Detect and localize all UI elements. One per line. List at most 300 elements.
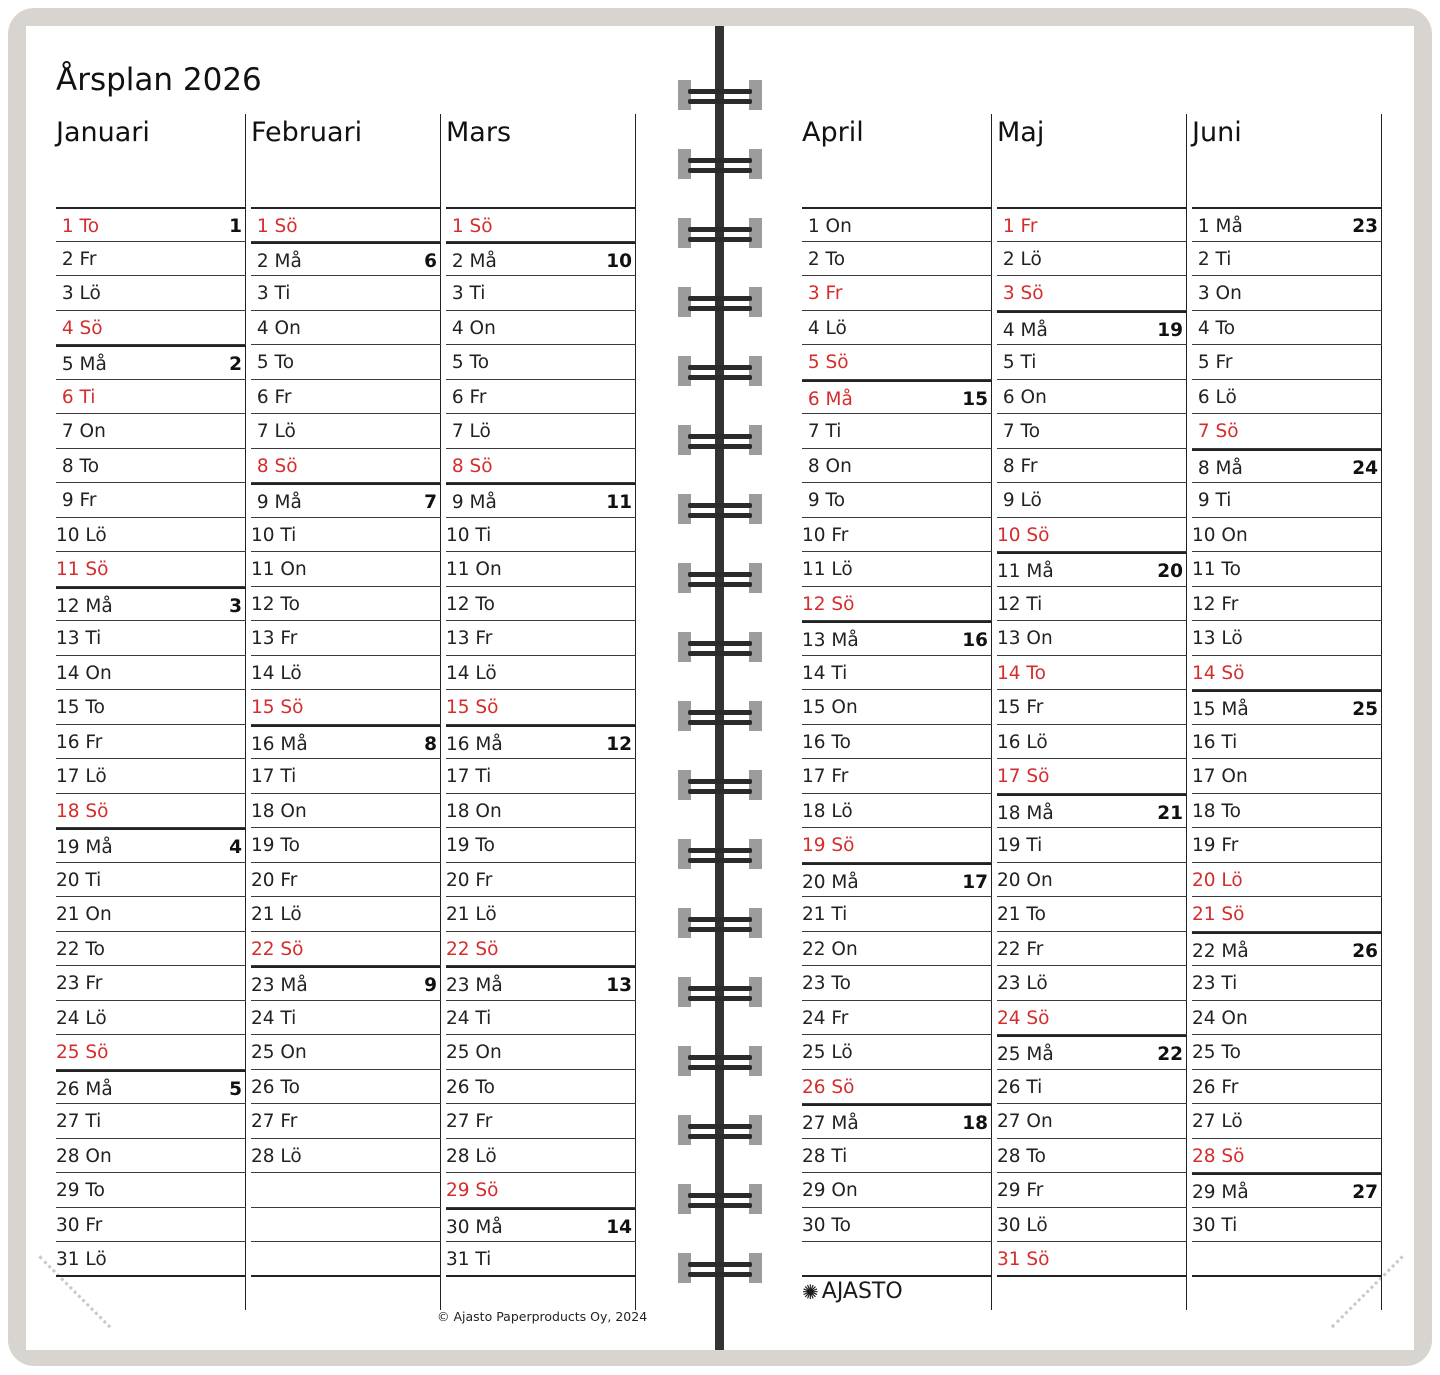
day-row[interactable]	[1192, 345, 1382, 380]
day-row[interactable]	[1192, 1070, 1382, 1105]
day-row[interactable]	[56, 828, 246, 863]
day-row[interactable]	[56, 897, 246, 932]
day-row[interactable]	[997, 552, 1187, 587]
day-label: 30 Må	[446, 1216, 503, 1238]
day-label: 16 Lö	[997, 731, 1048, 753]
day-row[interactable]	[997, 1104, 1187, 1139]
day-row[interactable]	[251, 863, 441, 898]
day-row[interactable]	[1192, 242, 1382, 277]
week-number: 11	[606, 492, 632, 513]
day-row[interactable]	[1192, 587, 1382, 622]
day-label: 22 Sö	[446, 938, 499, 960]
day-label: 3 On	[1192, 283, 1242, 304]
day-row[interactable]	[802, 621, 992, 656]
day-row[interactable]	[802, 794, 992, 829]
day-row[interactable]	[251, 1001, 441, 1036]
day-row[interactable]	[1192, 552, 1382, 587]
day-label: 7 To	[997, 421, 1041, 442]
day-row[interactable]	[251, 1208, 441, 1243]
day-row[interactable]	[56, 1070, 246, 1105]
day-row[interactable]	[56, 1001, 246, 1036]
day-row[interactable]	[251, 483, 441, 518]
ring-tab	[749, 770, 762, 800]
day-row[interactable]	[446, 1173, 636, 1208]
ring-wire	[688, 641, 752, 646]
day-row[interactable]	[802, 1139, 992, 1174]
day-row[interactable]	[1192, 863, 1382, 898]
day-row[interactable]	[802, 207, 992, 242]
day-label: 1 Fr	[997, 216, 1038, 237]
day-row[interactable]	[1192, 828, 1382, 863]
week-number: 4	[229, 837, 242, 858]
day-row[interactable]	[251, 207, 441, 242]
day-label: 10 Fr	[802, 524, 849, 546]
binding-ring	[678, 1184, 762, 1214]
day-row[interactable]	[446, 932, 636, 967]
day-label: 1 To	[56, 216, 100, 237]
day-label: 31 Sö	[997, 1249, 1050, 1270]
day-label: 21 Ti	[802, 904, 848, 925]
day-label: 17 Fr	[802, 766, 849, 787]
day-label: 15 On	[802, 697, 858, 718]
day-row[interactable]	[56, 311, 246, 346]
day-row[interactable]	[802, 1242, 992, 1277]
day-label: 10 Lö	[56, 524, 107, 546]
day-row[interactable]	[446, 311, 636, 346]
day-row[interactable]	[446, 242, 636, 277]
ring-wire	[688, 306, 752, 311]
ring-tab	[749, 1115, 762, 1145]
day-row[interactable]	[446, 1001, 636, 1036]
day-row[interactable]	[446, 345, 636, 380]
day-row[interactable]	[446, 587, 636, 622]
day-row[interactable]	[56, 932, 246, 967]
day-row[interactable]	[56, 966, 246, 1001]
day-row[interactable]	[997, 587, 1187, 622]
day-row[interactable]	[56, 587, 246, 622]
day-row[interactable]	[56, 863, 246, 898]
day-row[interactable]	[997, 863, 1187, 898]
day-row[interactable]	[1192, 1035, 1382, 1070]
day-row[interactable]	[251, 932, 441, 967]
day-row[interactable]	[997, 828, 1187, 863]
day-row[interactable]	[997, 345, 1187, 380]
day-row[interactable]	[802, 380, 992, 415]
day-label: 28 Sö	[1192, 1145, 1245, 1167]
week-number: 13	[606, 975, 632, 996]
day-label: 28 On	[56, 1145, 112, 1167]
week-number: 15	[962, 388, 988, 410]
ring-tab	[749, 80, 762, 110]
day-row[interactable]	[56, 1208, 246, 1243]
week-number: 8	[424, 733, 437, 755]
month-column	[56, 114, 246, 1310]
day-list	[251, 207, 441, 1277]
day-row[interactable]	[997, 794, 1187, 829]
month-column	[446, 114, 636, 1310]
day-row[interactable]	[1192, 518, 1382, 553]
day-row[interactable]	[446, 552, 636, 587]
day-row[interactable]	[251, 414, 441, 449]
ring-wire	[688, 1124, 752, 1129]
day-row[interactable]	[997, 897, 1187, 932]
day-label: 16 Fr	[56, 731, 103, 753]
day-label: 3 Fr	[802, 283, 843, 304]
day-label: 29 On	[802, 1180, 858, 1201]
ring-tab	[678, 1253, 691, 1283]
week-number: 1	[229, 216, 242, 237]
day-row[interactable]	[997, 1242, 1187, 1277]
day-label: 14 Lö	[446, 662, 497, 684]
day-row[interactable]	[1192, 621, 1382, 656]
day-row[interactable]	[802, 828, 992, 863]
day-row[interactable]	[251, 1173, 441, 1208]
day-row[interactable]	[251, 242, 441, 277]
day-row[interactable]	[56, 1104, 246, 1139]
day-label: 20 Må	[802, 871, 859, 893]
day-label: 15 Fr	[997, 697, 1044, 718]
day-row[interactable]	[1192, 759, 1382, 794]
ring-wire	[688, 158, 752, 163]
day-row[interactable]	[251, 794, 441, 829]
day-label: 22 Fr	[997, 938, 1044, 960]
day-row[interactable]	[446, 483, 636, 518]
day-label: 23 Må	[446, 975, 503, 996]
day-row[interactable]	[802, 725, 992, 760]
day-row[interactable]	[56, 242, 246, 277]
day-label: 26 Fr	[1192, 1076, 1239, 1098]
week-number: 19	[1157, 319, 1183, 341]
day-row[interactable]	[1192, 656, 1382, 691]
day-row[interactable]	[446, 449, 636, 484]
day-row[interactable]	[251, 587, 441, 622]
day-row[interactable]	[56, 552, 246, 587]
brand-logo	[802, 1278, 903, 1306]
day-row[interactable]	[251, 725, 441, 760]
ring-wire	[688, 227, 752, 232]
day-row[interactable]	[997, 1139, 1187, 1174]
day-label: 9 Ti	[1192, 490, 1232, 511]
day-row[interactable]	[802, 276, 992, 311]
day-row[interactable]	[1192, 483, 1382, 518]
day-row[interactable]	[802, 932, 992, 967]
day-row[interactable]	[1192, 725, 1382, 760]
day-row[interactable]	[251, 380, 441, 415]
day-row[interactable]	[56, 380, 246, 415]
week-number: 2	[229, 354, 242, 375]
day-label: 5 Fr	[1192, 352, 1233, 373]
day-label: 19 To	[446, 835, 495, 856]
ring-wire	[688, 572, 752, 577]
ring-wire	[688, 789, 752, 794]
day-label: 19 To	[251, 835, 300, 856]
day-row[interactable]	[446, 1070, 636, 1105]
ring-tab	[749, 425, 762, 455]
day-label: 7 Sö	[1192, 421, 1239, 442]
day-row[interactable]	[251, 311, 441, 346]
day-row[interactable]	[802, 518, 992, 553]
day-row[interactable]	[446, 828, 636, 863]
day-label: 6 Må	[802, 388, 853, 410]
day-label: 8 Må	[1192, 457, 1243, 479]
day-label: 9 To	[802, 490, 846, 511]
day-row[interactable]	[56, 1173, 246, 1208]
day-row[interactable]	[997, 1070, 1187, 1105]
day-row[interactable]	[56, 794, 246, 829]
week-number: 21	[1157, 802, 1183, 824]
day-row[interactable]	[997, 656, 1187, 691]
day-row[interactable]	[251, 518, 441, 553]
day-label: 25 On	[446, 1042, 502, 1063]
binding-ring	[678, 839, 762, 869]
day-row[interactable]	[997, 276, 1187, 311]
day-label: 14 Ti	[802, 662, 848, 684]
day-row[interactable]	[446, 1242, 636, 1277]
day-list	[997, 207, 1187, 1277]
day-row[interactable]	[446, 207, 636, 242]
day-row[interactable]	[997, 414, 1187, 449]
day-row[interactable]	[1192, 311, 1382, 346]
month-name: April	[802, 117, 864, 148]
day-row[interactable]	[251, 897, 441, 932]
day-row[interactable]	[1192, 1001, 1382, 1036]
day-row[interactable]	[802, 759, 992, 794]
day-label: 29 Fr	[997, 1180, 1044, 1201]
day-row[interactable]	[1192, 932, 1382, 967]
day-row[interactable]	[446, 276, 636, 311]
day-list	[802, 207, 992, 1277]
ring-wire	[688, 651, 752, 656]
week-number: 7	[424, 492, 437, 513]
month-name: Januari	[56, 117, 150, 148]
day-row[interactable]	[446, 897, 636, 932]
day-row[interactable]	[446, 518, 636, 553]
week-number: 16	[962, 630, 988, 651]
day-row[interactable]	[997, 311, 1187, 346]
day-label: 12 To	[251, 593, 300, 615]
day-row[interactable]	[997, 1208, 1187, 1243]
day-row[interactable]	[1192, 1242, 1382, 1277]
ring-tab	[749, 218, 762, 248]
day-row[interactable]	[997, 759, 1187, 794]
day-row[interactable]	[802, 1104, 992, 1139]
day-label: 3 Ti	[446, 283, 486, 304]
ring-wire	[688, 986, 752, 991]
day-row[interactable]	[802, 587, 992, 622]
day-row[interactable]	[446, 1208, 636, 1243]
day-label: 17 Ti	[251, 766, 297, 787]
day-row[interactable]	[251, 1104, 441, 1139]
day-label: 4 On	[446, 317, 496, 339]
day-row[interactable]	[997, 690, 1187, 725]
day-row[interactable]	[1192, 414, 1382, 449]
day-row[interactable]	[56, 725, 246, 760]
day-row[interactable]	[251, 276, 441, 311]
brand-name: AJASTO	[821, 1279, 903, 1304]
day-label: 8 Sö	[446, 455, 493, 477]
day-row[interactable]	[251, 621, 441, 656]
day-row[interactable]	[997, 725, 1187, 760]
day-label: 30 To	[802, 1214, 851, 1236]
day-row[interactable]	[251, 1070, 441, 1105]
day-row[interactable]	[446, 621, 636, 656]
day-label: 30 Lö	[997, 1214, 1048, 1236]
day-row[interactable]	[56, 759, 246, 794]
day-row[interactable]	[802, 242, 992, 277]
day-row[interactable]	[446, 863, 636, 898]
day-row[interactable]	[802, 414, 992, 449]
day-label: 4 To	[1192, 317, 1236, 339]
day-row[interactable]	[997, 207, 1187, 242]
day-row[interactable]	[251, 1035, 441, 1070]
day-row[interactable]	[1192, 794, 1382, 829]
week-number: 22	[1157, 1044, 1183, 1065]
day-row[interactable]	[251, 1242, 441, 1277]
day-row[interactable]	[56, 1242, 246, 1277]
day-label: 17 Ti	[446, 766, 492, 787]
day-row[interactable]	[1192, 276, 1382, 311]
day-row[interactable]	[1192, 449, 1382, 484]
day-row[interactable]	[802, 311, 992, 346]
ring-tab	[678, 149, 691, 179]
day-row[interactable]	[997, 242, 1187, 277]
day-row[interactable]	[446, 759, 636, 794]
day-row[interactable]	[446, 690, 636, 725]
day-label: 22 On	[802, 938, 858, 960]
day-row[interactable]	[251, 690, 441, 725]
day-row[interactable]	[1192, 1208, 1382, 1243]
day-label: 5 Må	[56, 354, 107, 375]
day-row[interactable]	[802, 863, 992, 898]
day-label: 29 Sö	[446, 1180, 499, 1201]
day-label: 16 Må	[251, 733, 308, 755]
day-row[interactable]	[446, 725, 636, 760]
month-column	[1192, 114, 1382, 1310]
day-row[interactable]	[56, 449, 246, 484]
day-row[interactable]	[997, 1035, 1187, 1070]
ring-wire	[688, 168, 752, 173]
day-row[interactable]	[446, 414, 636, 449]
day-row[interactable]	[802, 966, 992, 1001]
ring-wire	[688, 1193, 752, 1198]
day-label: 12 To	[446, 593, 495, 615]
day-row[interactable]	[997, 380, 1187, 415]
day-row[interactable]	[56, 690, 246, 725]
day-row[interactable]	[446, 1035, 636, 1070]
day-label: 24 On	[1192, 1007, 1248, 1029]
day-row[interactable]	[1192, 1104, 1382, 1139]
day-row[interactable]	[446, 1139, 636, 1174]
ring-tab	[678, 1115, 691, 1145]
ring-wire	[688, 917, 752, 922]
day-row[interactable]	[56, 207, 246, 242]
day-row[interactable]	[56, 1035, 246, 1070]
binding-ring	[678, 80, 762, 110]
binding-ring	[678, 770, 762, 800]
day-row[interactable]	[56, 414, 246, 449]
day-row[interactable]	[802, 1001, 992, 1036]
binding-ring	[678, 494, 762, 524]
day-row[interactable]	[802, 1208, 992, 1243]
binding-ring	[678, 425, 762, 455]
day-row[interactable]	[802, 552, 992, 587]
day-row[interactable]	[251, 1139, 441, 1174]
day-row[interactable]	[802, 690, 992, 725]
day-row[interactable]	[446, 794, 636, 829]
day-label: 26 To	[251, 1076, 300, 1098]
ring-wire	[688, 582, 752, 587]
day-row[interactable]	[997, 1173, 1187, 1208]
day-row[interactable]	[802, 1035, 992, 1070]
day-row[interactable]	[997, 1001, 1187, 1036]
day-row[interactable]	[251, 759, 441, 794]
binding-ring	[678, 1115, 762, 1145]
day-row[interactable]	[56, 483, 246, 518]
day-row[interactable]	[251, 966, 441, 1001]
day-label: 13 Ti	[56, 628, 102, 649]
day-label: 24 Lö	[56, 1007, 107, 1029]
day-label: 16 Må	[446, 733, 503, 755]
day-row[interactable]	[997, 621, 1187, 656]
day-row[interactable]	[802, 1173, 992, 1208]
day-label: 29 To	[56, 1180, 105, 1201]
day-row[interactable]	[1192, 897, 1382, 932]
day-row[interactable]	[1192, 966, 1382, 1001]
day-row[interactable]	[56, 518, 246, 553]
day-row[interactable]	[56, 621, 246, 656]
day-label: 11 Lö	[802, 559, 853, 580]
day-row[interactable]	[997, 932, 1187, 967]
day-row[interactable]	[1192, 690, 1382, 725]
day-row[interactable]	[802, 483, 992, 518]
day-row[interactable]	[802, 345, 992, 380]
day-row[interactable]	[1192, 207, 1382, 242]
day-row[interactable]	[802, 897, 992, 932]
day-row[interactable]	[251, 449, 441, 484]
day-row[interactable]	[446, 380, 636, 415]
day-label: 13 Lö	[1192, 628, 1243, 649]
day-row[interactable]	[251, 552, 441, 587]
day-row[interactable]	[56, 276, 246, 311]
day-row[interactable]	[997, 966, 1187, 1001]
day-label: 13 Fr	[446, 628, 493, 649]
day-row[interactable]	[802, 449, 992, 484]
day-row[interactable]	[1192, 380, 1382, 415]
day-row[interactable]	[446, 966, 636, 1001]
day-row[interactable]	[446, 1104, 636, 1139]
day-row[interactable]	[997, 449, 1187, 484]
day-row[interactable]	[251, 828, 441, 863]
day-row[interactable]	[997, 518, 1187, 553]
day-row[interactable]	[251, 656, 441, 691]
day-row[interactable]	[1192, 1173, 1382, 1208]
day-row[interactable]	[251, 345, 441, 380]
day-label: 5 To	[251, 352, 295, 373]
week-number: 5	[229, 1078, 242, 1100]
day-row[interactable]	[56, 1139, 246, 1174]
day-row[interactable]	[802, 1070, 992, 1105]
day-row[interactable]	[802, 656, 992, 691]
day-row[interactable]	[56, 656, 246, 691]
ring-wire	[688, 710, 752, 715]
day-row[interactable]	[1192, 1139, 1382, 1174]
day-label: 8 To	[56, 455, 100, 477]
day-row[interactable]	[997, 483, 1187, 518]
ring-tab	[749, 149, 762, 179]
day-row[interactable]	[56, 345, 246, 380]
day-row[interactable]	[446, 656, 636, 691]
day-label: 5 Sö	[802, 352, 849, 373]
